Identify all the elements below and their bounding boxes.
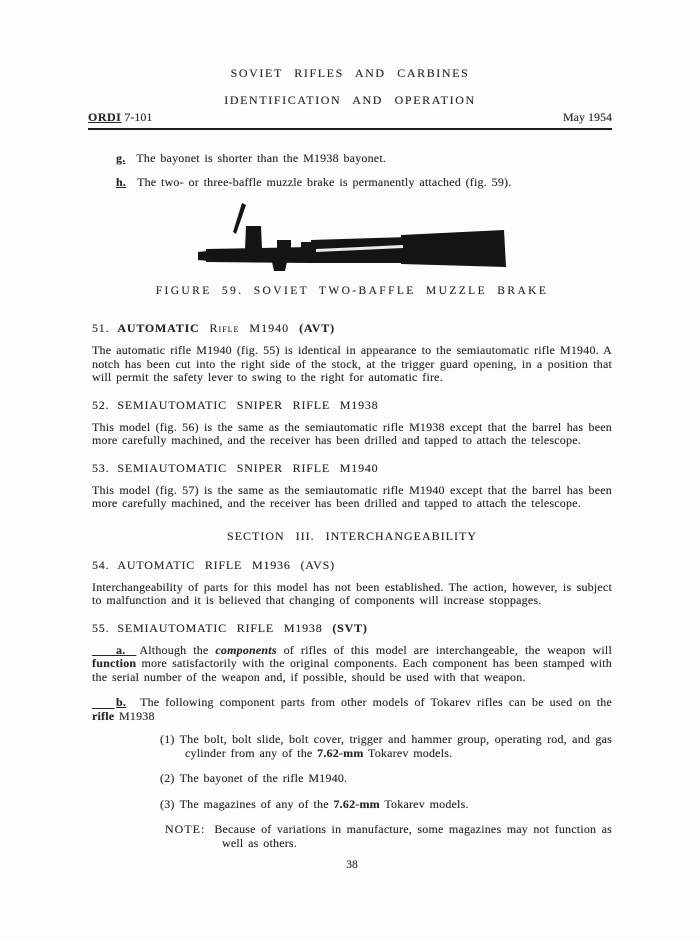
item-marker: (2) xyxy=(160,771,175,785)
doc-date: May 1954 xyxy=(563,110,612,124)
section-52-body: This model (fig. 56) is the same as the semiautomatic rifle M1938 except that the barrel has been more carefully machined, and the receiver has been drilled and tapped to attach the telescope. xyxy=(92,419,612,447)
list-item-h xyxy=(92,176,612,190)
note-text: Because of variations in manufacture, some magazines may not function as well as others. xyxy=(214,822,612,850)
note-paragraph xyxy=(165,822,612,850)
page-number: 38 xyxy=(346,859,358,871)
section-54-body: Interchangeability of parts for this model has not been established. The action, however, is subject to malfunction and it is believed that changing of components will increase stoppages. xyxy=(92,579,612,607)
figure-caption: FIGURE 59. SOVIET TWO-BAFFLE MUZZLE BRAKE xyxy=(155,285,549,297)
section-51-heading: 51. AUTOMATIC Rifle M1940 (AVT) xyxy=(92,321,335,335)
doc-code-number: 7-101 xyxy=(124,110,153,124)
item-letter: b. xyxy=(116,695,127,709)
page-content xyxy=(92,152,612,871)
item-letter: a. xyxy=(116,642,126,657)
section-number: 52. xyxy=(92,397,110,412)
section-53-heading: 53. SEMIAUTOMATIC SNIPER RIFLE M1940 xyxy=(92,460,379,475)
muzzle-brake-photo xyxy=(198,201,506,273)
note-label: NOTE: xyxy=(165,822,206,836)
item-marker: (3) xyxy=(160,796,175,811)
section-3-title: SECTION III. INTERCHANGEABILITY xyxy=(227,528,477,543)
numbered-item-2: (2) The bayonet of the rifle M1940. xyxy=(160,771,348,785)
section-53-body: This model (fig. 57) is the same as the semiautomatic rifle M1940 except that the barrel has been more carefully machined, and the receiver has been drilled and tapped to attach the telescope. xyxy=(92,482,612,510)
figure-59 xyxy=(92,201,612,297)
section-54-heading: 54. AUTOMATIC RIFLE M1936 (AVS) xyxy=(92,557,335,572)
item-letter: h. xyxy=(116,174,127,189)
paragraph-55b: b. The following component parts from other models of Tokarev rifles can be used on the rifle M1938 xyxy=(92,695,612,723)
doc-code-bold: ORDI xyxy=(88,110,122,124)
section-number: 53. xyxy=(92,460,110,475)
numbered-item-1: (1) The bolt, bolt slide, bolt cover, trigger and hammer group, operating rod, and gas cylinder from any of the 7.62-mm Tokarev models. xyxy=(160,732,612,760)
item-text: The bayonet is shorter than the M1938 bayonet. xyxy=(136,151,387,165)
section-number: 51. xyxy=(92,321,110,335)
section-55-heading: 55. SEMIAUTOMATIC RIFLE M1938 (SVT) xyxy=(92,620,368,635)
item-letter: g. xyxy=(116,151,126,165)
numbered-item-3: (3) The magazines of any of the 7.62-mm Tokarev models. xyxy=(160,796,469,811)
doc-title-line1: SOVIET RIFLES AND CARBINES xyxy=(230,66,470,80)
section-52-heading: 52. SEMIAUTOMATIC SNIPER RIFLE M1938 xyxy=(92,397,379,412)
pointer-arrow-icon xyxy=(233,203,246,234)
paragraph-55a: a. Although the components of rifles of this model are interchangeable, the weapon will function more satisfactorily with the original components. Each component has been stamped with the serial number of the weapon and, if possible, should be used with that weapon. xyxy=(92,642,612,684)
header-rule xyxy=(88,126,612,130)
section-51-body: The automatic rifle M1940 (fig. 55) is identical in appearance to the semiautomatic rifle M1940. A notch has been cut into the right side of the stock, at the trigger guard opening, in a position that will permit the safety lever to swing to the right for automatic fire. xyxy=(92,343,612,384)
header-meta-row xyxy=(88,110,612,125)
section-number: 55. xyxy=(92,620,110,635)
list-item-g xyxy=(92,152,612,166)
page-header xyxy=(0,0,700,130)
item-marker: (1) xyxy=(160,732,175,746)
doc-code xyxy=(88,110,152,125)
section-number: 54. xyxy=(92,557,110,572)
doc-title-line2: IDENTIFICATION AND OPERATION xyxy=(224,93,476,107)
item-text: The two- or three-baffle muzzle brake is permanently attached (fig. 59). xyxy=(137,174,512,189)
